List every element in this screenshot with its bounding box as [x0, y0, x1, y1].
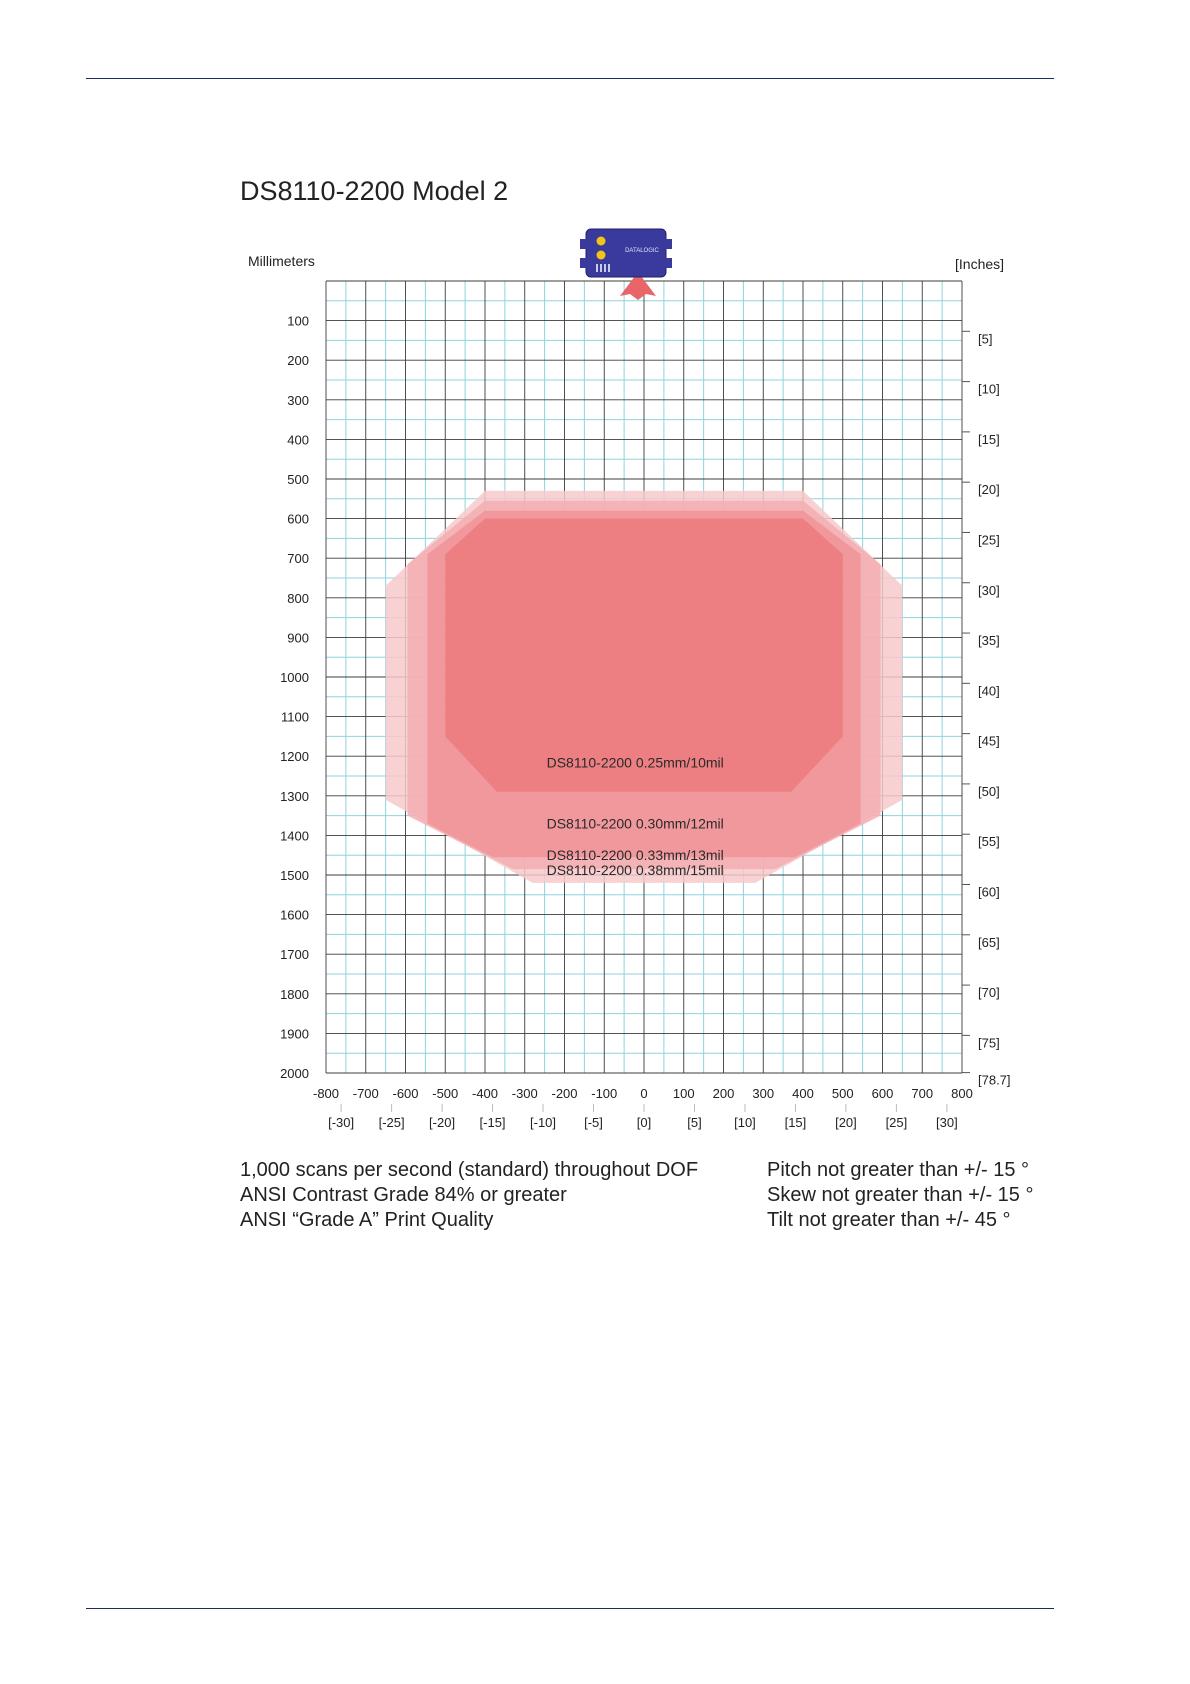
series-label: DS8110-2200 0.25mm/10mil: [546, 754, 724, 771]
x2-tick-label: [-25]: [378, 1115, 405, 1130]
x-tick-label: -800: [312, 1086, 340, 1101]
y2-tick-label: [60]: [978, 884, 1000, 900]
x-tick-label: -700: [352, 1086, 379, 1101]
x2-tick-label: [10]: [734, 1115, 756, 1130]
status-led-icon: [597, 251, 606, 260]
y2-tick-label: [55]: [978, 834, 1000, 850]
y2-tick-label: [65]: [978, 934, 1000, 950]
y-tick-label: 600: [287, 511, 309, 527]
y2-tick-label: [30]: [978, 582, 1000, 598]
notes-right: [767, 1158, 1033, 1233]
x-tick-label: -600: [392, 1086, 419, 1101]
x2-tick-label: [-20]: [429, 1115, 456, 1130]
y2-tick-label: [35]: [978, 633, 1000, 649]
note-pitch: Pitch not greater than +/- 15 °: [767, 1159, 1030, 1181]
y2-tick-label: [78.7]: [978, 1072, 1011, 1088]
series-label: DS8110-2200 0.33mm/13mil: [546, 846, 724, 863]
y2-tick-label: [10]: [978, 381, 1000, 397]
note-contrast: ANSI Contrast Grade 84% or greater: [240, 1184, 567, 1206]
x-tick-label: 300: [752, 1086, 775, 1101]
y-tick-label: 1000: [280, 670, 309, 685]
reading-zone-area: [445, 519, 843, 792]
y-tick-label: 1700: [280, 947, 309, 963]
status-led-icon: [597, 237, 606, 246]
y-tick-label: 200: [287, 353, 309, 369]
y-tick-label: 2000: [280, 1066, 309, 1081]
x-tick-label: -200: [551, 1086, 578, 1101]
y-unit-label: Millimeters: [248, 253, 315, 269]
x2-tick-label: [30]: [936, 1115, 958, 1130]
y-tick-label: 1900: [280, 1026, 309, 1042]
y2-tick-label: [15]: [978, 431, 1000, 447]
x-tick-label: -500: [432, 1086, 459, 1101]
y-tick-label: 1100: [281, 709, 309, 725]
y2-tick-label: [50]: [978, 783, 1000, 799]
y-tick-label: 1500: [280, 868, 309, 883]
x-tick-label: 500: [831, 1086, 854, 1101]
y-tick-label: 300: [287, 392, 309, 408]
device-logo: DATALOGIC: [625, 248, 659, 254]
x2-tick-label: [-10]: [530, 1115, 557, 1130]
x-tick-label: 700: [911, 1086, 934, 1101]
y-tick-label: 1600: [280, 907, 309, 923]
series-label: DS8110-2200 0.30mm/12mil: [546, 815, 724, 832]
y-tick-label: 700: [287, 551, 309, 567]
chart-title: DS8110-2200 Model 2: [240, 176, 509, 206]
y-tick-label: 1400: [280, 828, 309, 844]
y-tick-label: 1300: [280, 788, 309, 804]
y2-tick-label: [25]: [978, 532, 1000, 548]
x2-tick-label: [-30]: [328, 1115, 355, 1130]
footer-rule: [86, 1608, 1054, 1609]
y2-unit-label: [Inches]: [955, 256, 1005, 272]
x-tick-label: -100: [591, 1086, 618, 1101]
y-tick-label: 500: [287, 472, 309, 487]
y-tick-label: 800: [287, 590, 309, 606]
x-tick-label: 100: [672, 1086, 695, 1101]
x-tick-label: 800: [951, 1086, 973, 1101]
x-tick-label: 0: [640, 1086, 648, 1101]
y-tick-label: 100: [287, 313, 309, 329]
x-tick-label: 200: [712, 1086, 735, 1101]
note-scan-rate: 1,000 scans per second (standard) throughout DOF: [240, 1159, 699, 1181]
note-print-quality: ANSI “Grade A” Print Quality: [240, 1209, 494, 1231]
x2-tick-label: [-15]: [479, 1115, 506, 1130]
x2-tick-label: [-5]: [584, 1115, 603, 1130]
x2-tick-label: [25]: [885, 1115, 908, 1130]
y2-tick-label: [40]: [978, 683, 1000, 699]
x2-tick-label: [0]: [636, 1115, 652, 1130]
notes-left: [240, 1158, 698, 1233]
series-label: DS8110-2200 0.38mm/15mil: [546, 862, 724, 878]
x-tick-label: 600: [871, 1086, 894, 1101]
y-tick-label: 1800: [280, 986, 309, 1002]
x2-tick-label: [20]: [835, 1115, 857, 1130]
y-tick-label: 400: [287, 432, 309, 448]
y2-tick-label: [75]: [978, 1035, 1000, 1051]
y-tick-label: 1200: [280, 749, 309, 765]
x2-tick-label: [15]: [784, 1115, 807, 1130]
note-skew: Skew not greater than +/- 15 °: [767, 1184, 1034, 1206]
x2-tick-label: [5]: [687, 1115, 702, 1130]
scanner-device: [580, 229, 672, 300]
y2-tick-label: [70]: [978, 985, 1000, 1001]
note-tilt: Tilt not greater than +/- 45 °: [767, 1209, 1011, 1231]
y2-tick-label: [5]: [978, 331, 993, 347]
y2-tick-label: [45]: [978, 733, 1000, 749]
x-tick-label: 400: [792, 1086, 814, 1101]
x-tick-label: -400: [471, 1086, 499, 1101]
y-tick-label: 900: [287, 630, 309, 646]
x-tick-label: -300: [511, 1086, 538, 1101]
y2-tick-label: [20]: [978, 482, 1000, 498]
